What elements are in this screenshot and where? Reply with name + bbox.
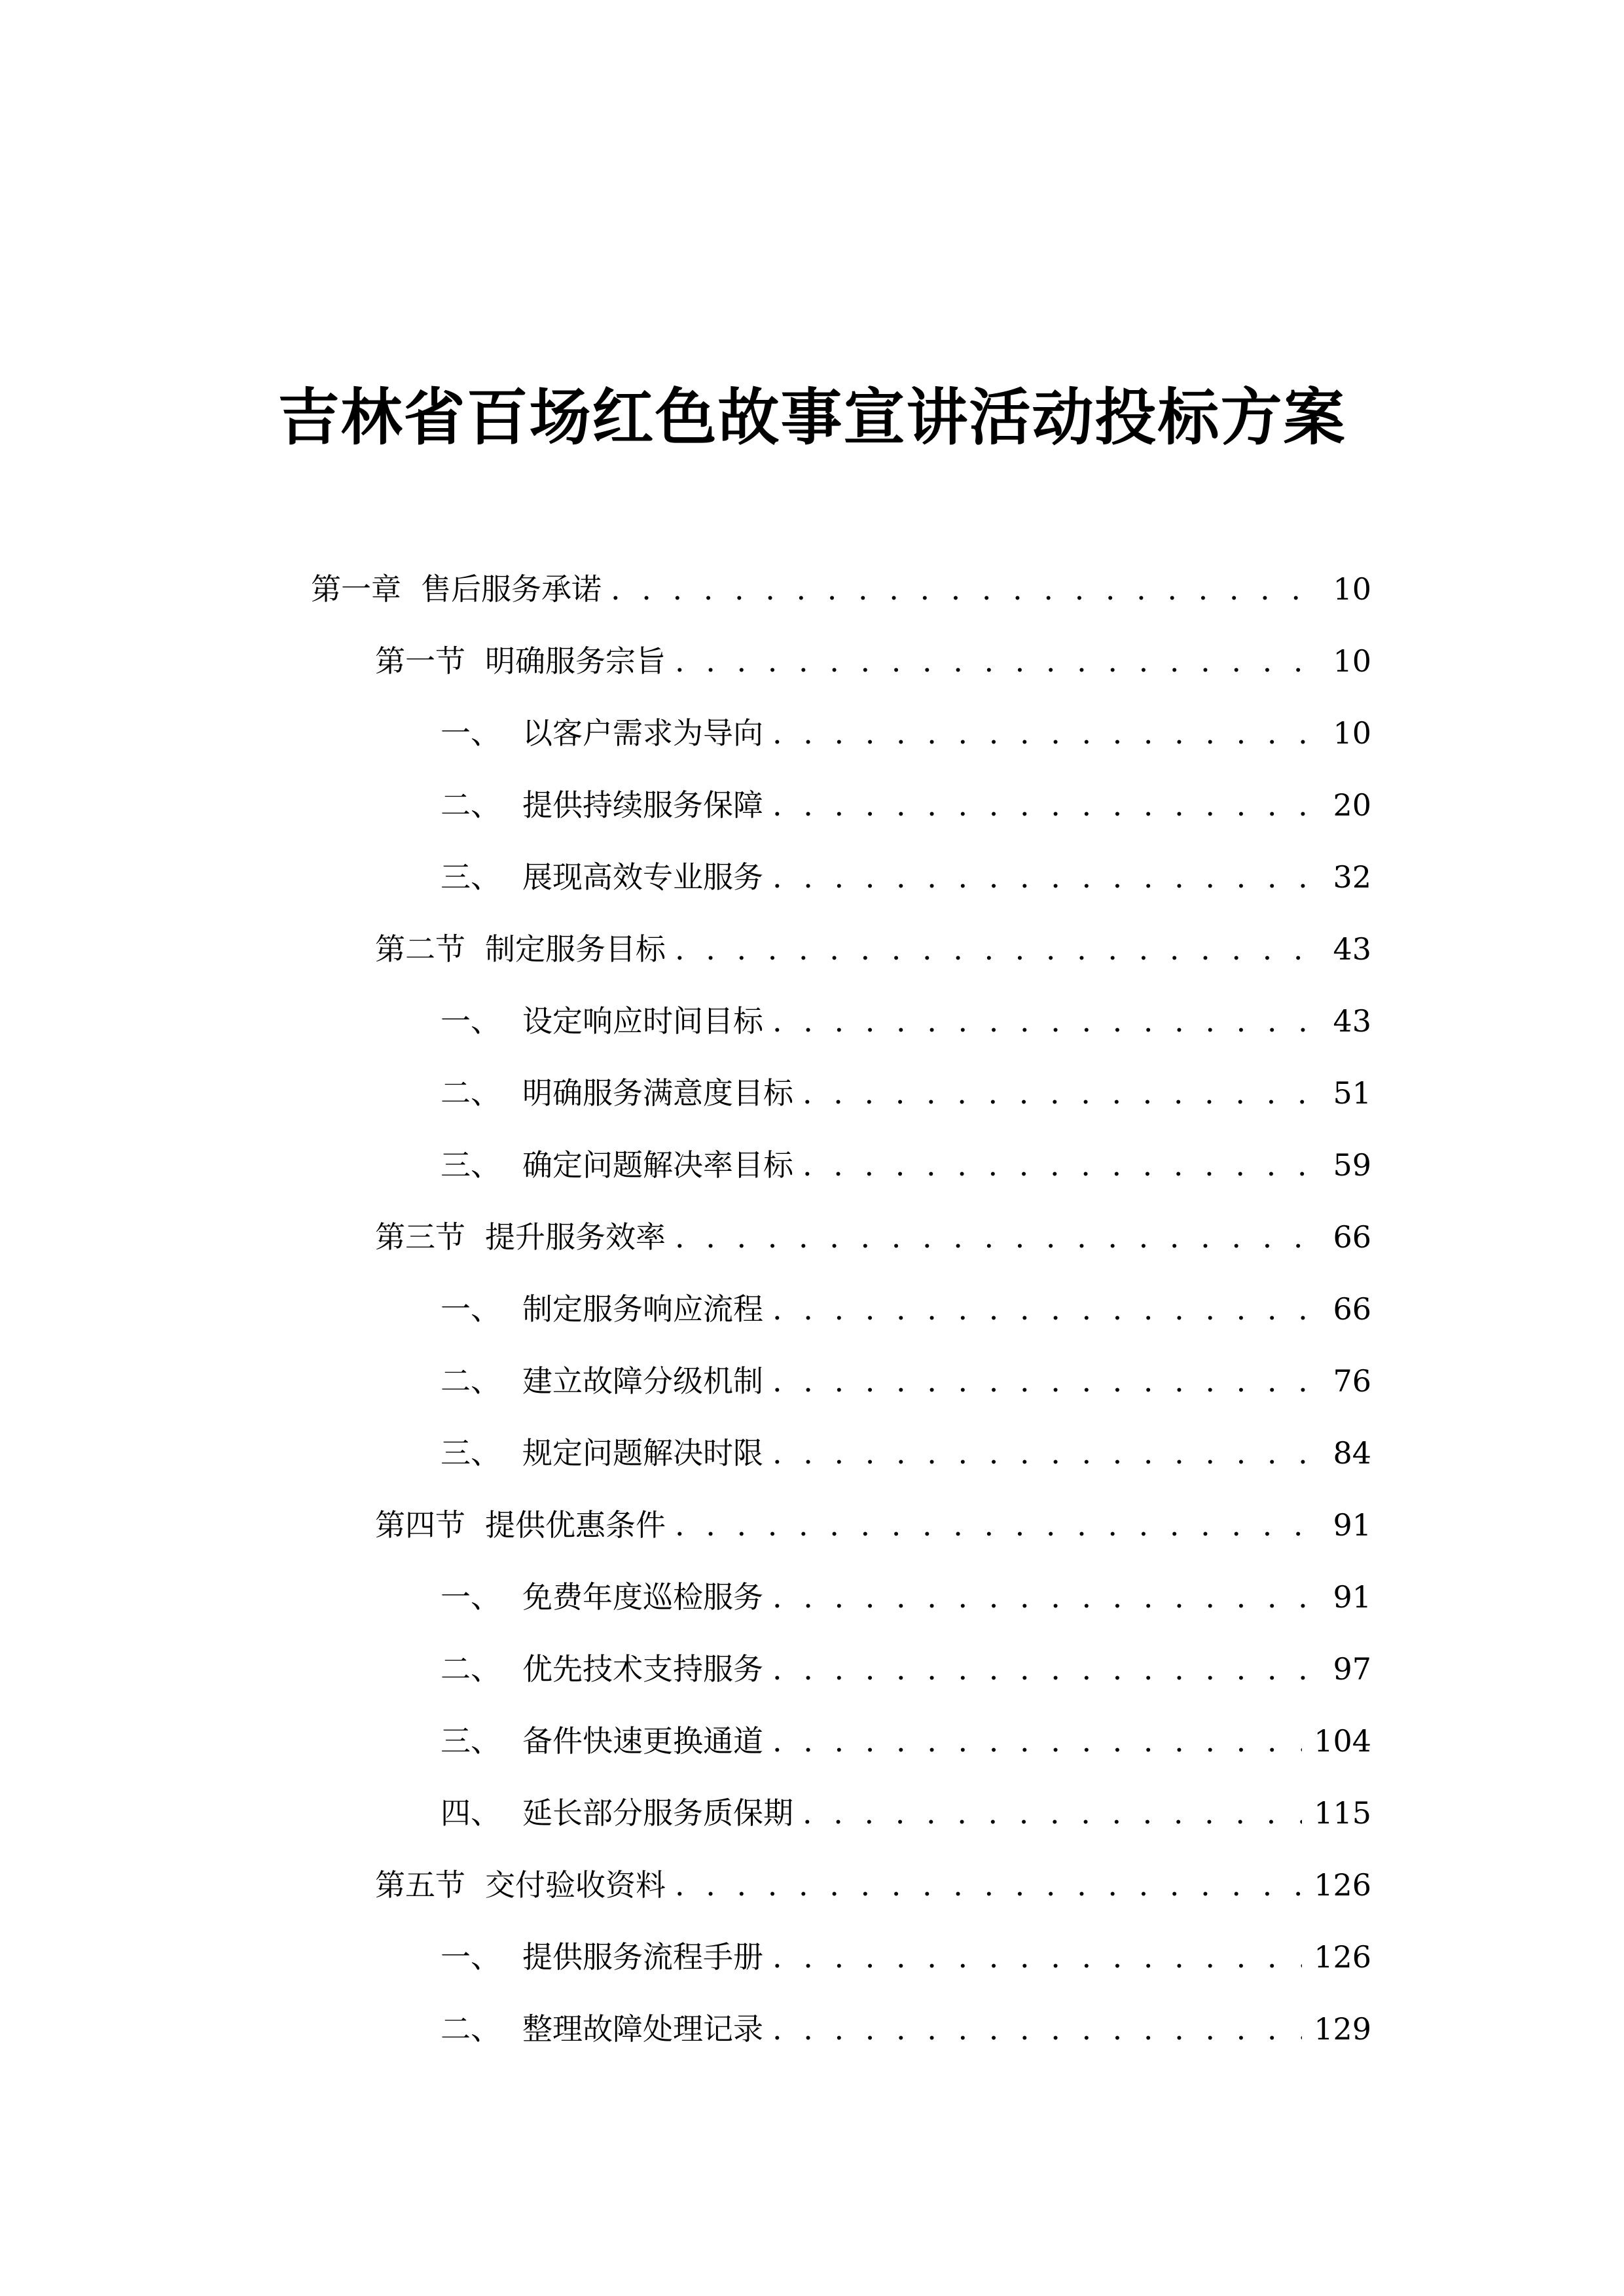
toc-entry-number: 第四节 (375, 1507, 465, 1543)
toc-subsection-entry[interactable] (311, 697, 1371, 769)
toc-entry-title: 明确服务宗旨 (485, 643, 666, 679)
toc-dot-leader (803, 1129, 1321, 1201)
toc-entry-title: 确定问题解决率目标 (522, 1147, 793, 1183)
toc-entry-title: 提供优惠条件 (485, 1507, 666, 1543)
toc-dot-leader (675, 1489, 1321, 1561)
toc-entry-number: 第五节 (375, 1867, 465, 1903)
toc-dot-leader (772, 841, 1321, 913)
toc-dot-leader (675, 1849, 1302, 1921)
toc-entry-number: 第一章 (311, 571, 401, 607)
toc-entry-number: 二、 (441, 2011, 501, 2047)
toc-subsection-entry[interactable] (311, 1705, 1371, 1777)
toc-subsection-entry[interactable] (311, 1561, 1371, 1633)
toc-entry-number: 第一节 (375, 643, 465, 679)
toc-entry-title: 交付验收资料 (485, 1867, 666, 1903)
toc-entry-number: 二、 (441, 1075, 501, 1111)
toc-entry-title: 展现高效专业服务 (522, 859, 763, 895)
toc-dot-leader (772, 1993, 1302, 2065)
toc-entry-number: 三、 (441, 859, 501, 895)
toc-entry-title: 提供持续服务保障 (522, 787, 763, 823)
toc-page-number: 51 (1333, 1075, 1371, 1111)
toc-entry-number: 第二节 (375, 931, 465, 967)
toc-entry-number: 第三节 (375, 1219, 465, 1255)
toc-page-number: 66 (1333, 1219, 1371, 1255)
toc-section-entry[interactable] (311, 913, 1371, 985)
toc-page-number: 43 (1333, 1003, 1371, 1039)
toc-dot-leader (772, 769, 1321, 841)
toc-page-number: 20 (1333, 787, 1371, 823)
toc-page-number: 66 (1333, 1291, 1371, 1327)
toc-subsection-entry[interactable] (311, 1129, 1371, 1201)
toc-section-entry[interactable] (311, 625, 1371, 697)
toc-entry-title: 备件快速更换通道 (522, 1723, 763, 1759)
toc-page-number: 59 (1333, 1147, 1371, 1183)
toc-entry-title: 设定响应时间目标 (522, 1003, 763, 1039)
toc-page-number: 91 (1333, 1579, 1371, 1615)
toc-page-number: 84 (1333, 1435, 1371, 1471)
toc-dot-leader (772, 1417, 1321, 1489)
toc-section-entry[interactable] (311, 1489, 1371, 1561)
toc-entry-number: 一、 (441, 1579, 501, 1615)
toc-subsection-entry[interactable] (311, 841, 1371, 913)
toc-subsection-entry[interactable] (311, 1345, 1371, 1417)
toc-dot-leader (675, 1201, 1321, 1273)
toc-page-number: 126 (1314, 1939, 1371, 1975)
toc-dot-leader (675, 625, 1321, 697)
toc-entry-number: 三、 (441, 1435, 501, 1471)
toc-entry-title: 整理故障处理记录 (522, 2011, 763, 2047)
toc-page-number: 10 (1333, 571, 1371, 607)
toc-entry-title: 规定问题解决时限 (522, 1435, 763, 1471)
toc-dot-leader (772, 1705, 1302, 1777)
toc-entry-number: 一、 (441, 1003, 501, 1039)
toc-subsection-entry[interactable] (311, 1921, 1371, 1993)
toc-entry-number: 二、 (441, 1651, 501, 1687)
toc-dot-leader (772, 1633, 1321, 1705)
toc-page-number: 32 (1333, 859, 1371, 895)
toc-page-number: 10 (1333, 715, 1371, 751)
toc-page-number: 76 (1333, 1363, 1371, 1399)
toc-subsection-entry[interactable] (311, 1777, 1371, 1849)
toc-page-number: 104 (1314, 1723, 1371, 1759)
toc-dot-leader (803, 1057, 1321, 1129)
toc-entry-title: 明确服务满意度目标 (522, 1075, 793, 1111)
toc-dot-leader (772, 985, 1321, 1057)
toc-subsection-entry[interactable] (311, 769, 1371, 841)
table-of-contents (311, 553, 1371, 2065)
toc-entry-title: 制定服务响应流程 (522, 1291, 763, 1327)
toc-section-entry[interactable] (311, 1201, 1371, 1273)
toc-page-number: 43 (1333, 931, 1371, 967)
toc-entry-number: 三、 (441, 1147, 501, 1183)
toc-entry-title: 以客户需求为导向 (522, 715, 763, 751)
toc-subsection-entry[interactable] (311, 1633, 1371, 1705)
toc-dot-leader (803, 1777, 1302, 1849)
toc-dot-leader (772, 1345, 1321, 1417)
toc-page-number: 126 (1314, 1867, 1371, 1903)
toc-entry-title: 优先技术支持服务 (522, 1651, 763, 1687)
toc-page-number: 97 (1333, 1651, 1371, 1687)
toc-entry-number: 一、 (441, 715, 501, 751)
toc-chapter-entry[interactable] (311, 553, 1371, 625)
page-title: 吉林省百场红色故事宣讲活动投标方案 (278, 381, 1346, 454)
toc-dot-leader (772, 697, 1321, 769)
toc-entry-title: 免费年度巡检服务 (522, 1579, 763, 1615)
toc-page-number: 129 (1314, 2011, 1371, 2047)
toc-entry-number: 三、 (441, 1723, 501, 1759)
toc-dot-leader (772, 1273, 1321, 1345)
toc-section-entry[interactable] (311, 1849, 1371, 1921)
toc-entry-number: 二、 (441, 1363, 501, 1399)
toc-subsection-entry[interactable] (311, 1057, 1371, 1129)
toc-entry-title: 制定服务目标 (485, 931, 666, 967)
toc-subsection-entry[interactable] (311, 1273, 1371, 1345)
toc-page-number: 115 (1314, 1795, 1371, 1831)
toc-entry-title: 建立故障分级机制 (522, 1363, 763, 1399)
toc-entry-title: 售后服务承诺 (421, 571, 602, 607)
toc-entry-number: 一、 (441, 1291, 501, 1327)
toc-entry-title: 提升服务效率 (485, 1219, 666, 1255)
toc-dot-leader (772, 1561, 1321, 1633)
toc-dot-leader (611, 553, 1321, 625)
toc-subsection-entry[interactable] (311, 1993, 1371, 2065)
toc-dot-leader (772, 1921, 1302, 1993)
toc-entry-title: 延长部分服务质保期 (522, 1795, 793, 1831)
toc-entry-number: 四、 (441, 1795, 501, 1831)
toc-dot-leader (675, 913, 1321, 985)
toc-page-number: 10 (1333, 643, 1371, 679)
toc-subsection-entry[interactable] (311, 985, 1371, 1057)
toc-entry-number: 一、 (441, 1939, 501, 1975)
toc-page-number: 91 (1333, 1507, 1371, 1543)
toc-entry-title: 提供服务流程手册 (522, 1939, 763, 1975)
toc-entry-number: 二、 (441, 787, 501, 823)
toc-subsection-entry[interactable] (311, 1417, 1371, 1489)
